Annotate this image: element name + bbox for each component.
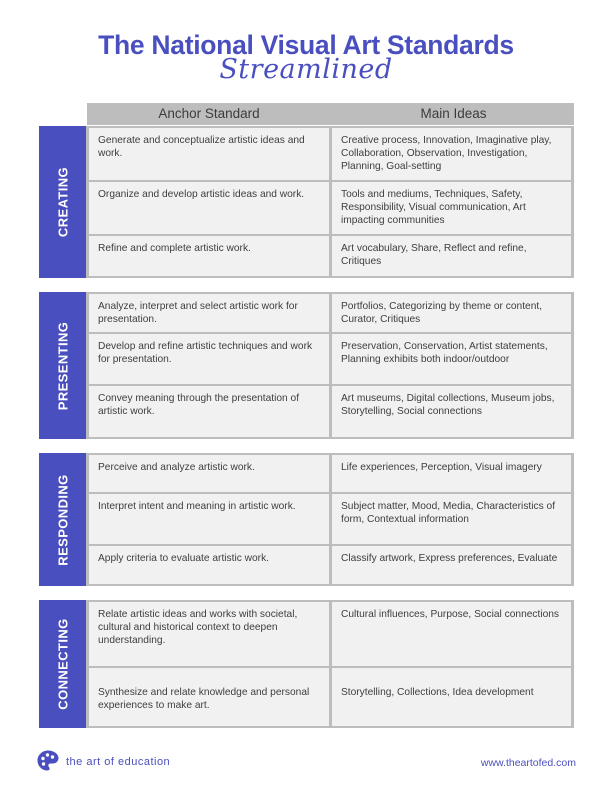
section-label-bar [39, 126, 86, 278]
main-ideas-cell: Tools and mediums, Techniques, Safety, Responsibility, Visual communication, Art impacting communities [332, 182, 571, 234]
section-presenting [39, 292, 574, 439]
anchor-cell: Analyze, interpret and select artistic work for presentation. [89, 294, 329, 332]
table-header [87, 103, 574, 125]
section-connecting [39, 600, 574, 728]
section-label-bar [39, 600, 86, 728]
anchor-cell: Synthesize and relate knowledge and personal experiences to make art. [89, 668, 329, 726]
main-ideas-cell: Preservation, Conservation, Artist statements, Planning exhibits both indoor/outdoor [332, 334, 571, 384]
section-grid [86, 126, 574, 278]
section-label: PRESENTING [55, 321, 70, 410]
header-anchor-standard: Anchor Standard [158, 106, 260, 121]
section-grid [86, 453, 574, 586]
main-ideas-cell: Cultural influences, Purpose, Social connections [332, 602, 571, 666]
section-label-bar [39, 453, 86, 586]
section-creating [39, 126, 574, 278]
main-ideas-cell: Storytelling, Collections, Idea development [332, 668, 571, 726]
main-ideas-cell: Classify artwork, Express preferences, Evaluate [332, 546, 571, 584]
section-label-bar [39, 292, 86, 439]
anchor-cell: Interpret intent and meaning in artistic work. [89, 494, 329, 544]
section-label: RESPONDING [55, 473, 70, 566]
main-ideas-cell: Art museums, Digital collections, Museum jobs, Storytelling, Social connections [332, 386, 571, 437]
anchor-cell: Generate and conceptualize artistic ideas and work. [89, 128, 329, 180]
anchor-cell: Convey meaning through the presentation of artistic work. [89, 386, 329, 437]
section-label: CONNECTING [55, 618, 70, 710]
header-main-ideas: Main Ideas [420, 106, 487, 121]
anchor-cell: Apply criteria to evaluate artistic work. [89, 546, 329, 584]
section-grid [86, 600, 574, 728]
anchor-cell: Perceive and analyze artistic work. [89, 455, 329, 492]
anchor-cell: Develop and refine artistic techniques and work for presentation. [89, 334, 329, 384]
footer-url[interactable]: www.theartofed.com [480, 757, 576, 769]
section-responding [39, 453, 574, 586]
page-subtitle: Streamlined [219, 54, 393, 85]
palette-icon [36, 749, 60, 773]
section-label: CREATING [55, 166, 70, 238]
main-ideas-cell: Subject matter, Mood, Media, Characteristics of form, Contextual information [332, 494, 571, 544]
anchor-cell: Refine and complete artistic work. [89, 236, 329, 276]
main-ideas-cell: Art vocabulary, Share, Reflect and refine, Critiques [332, 236, 571, 276]
main-ideas-cell: Creative process, Innovation, Imaginative play, Collaboration, Observation, Investigation, Planning, Goal-setting [332, 128, 571, 180]
section-grid [86, 292, 574, 439]
main-ideas-cell: Portfolios, Categorizing by theme or content, Curator, Critiques [332, 294, 571, 332]
page-title: The National Visual Art Standards [98, 30, 514, 60]
anchor-cell: Organize and develop artistic ideas and work. [89, 182, 329, 234]
anchor-cell: Relate artistic ideas and works with societal, cultural and historical context to deepen understanding. [89, 602, 329, 666]
main-ideas-cell: Life experiences, Perception, Visual imagery [332, 455, 571, 492]
footer-brand: the art of education [66, 756, 171, 768]
